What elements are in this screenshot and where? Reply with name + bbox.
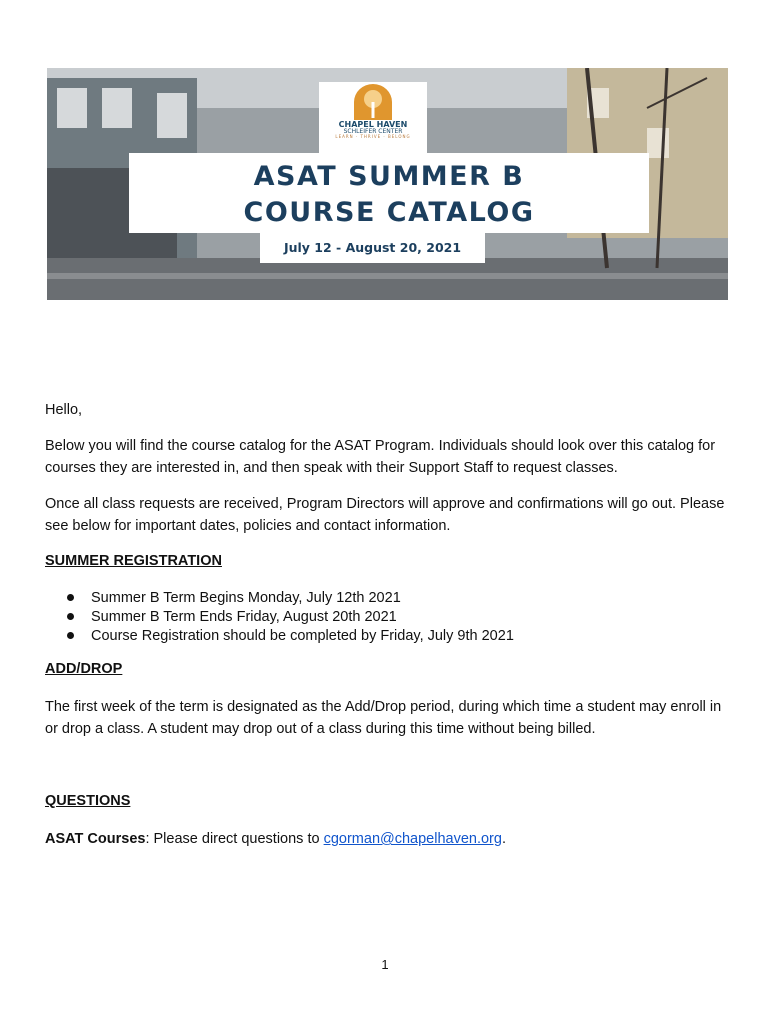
asat-courses-label: ASAT Courses — [45, 831, 146, 847]
banner-title-line1: ASAT SUMMER B — [253, 161, 525, 192]
add-drop-paragraph: The first week of the term is designated as the Add/Drop period, during which time a student may enroll in or drop a class. A student may drop out of a class during this time without being billed. — [45, 699, 722, 737]
questions-line: ASAT Courses: Please direct questions to cgorman@chapelhaven.org. — [45, 831, 506, 847]
header-banner — [47, 68, 728, 300]
email-link[interactable]: cgorman@chapelhaven.org — [323, 831, 502, 847]
add-drop-heading: ADD/DROP — [45, 661, 123, 677]
logo-name-line2: SCHLEIFER CENTER — [343, 128, 403, 135]
registration-list — [67, 589, 514, 646]
greeting: Hello, — [45, 402, 83, 418]
tree-logo-icon — [350, 84, 396, 120]
intro-paragraph: Below you will find the course catalog for the ASAT Program. Individuals should look over this catalog for courses they are interested in, and then speak with their Support Staff to request classes. — [45, 438, 716, 476]
approval-paragraph: Once all class requests are received, Program Directors will approve and confirmations will go out. Please see below for important dates, policies and contact information. — [45, 496, 725, 534]
bullet-icon — [67, 632, 74, 639]
list-item: Summer B Term Begins Monday, July 12th 2021 — [67, 589, 514, 608]
logo — [319, 82, 427, 156]
bullet-icon — [67, 613, 74, 620]
bullet-icon — [67, 594, 74, 601]
banner-title-card — [129, 153, 649, 233]
questions-heading: QUESTIONS — [45, 793, 131, 809]
banner-dates: July 12 - August 20, 2021 — [260, 233, 485, 263]
list-item: Summer B Term Ends Friday, August 20th 2021 — [67, 608, 514, 627]
page-number: 1 — [381, 957, 389, 972]
logo-tagline: LEARN · THRIVE · BELONG — [335, 134, 411, 139]
logo-name-line1: CHAPEL HAVEN — [338, 120, 408, 129]
banner-title-line2: COURSE CATALOG — [243, 197, 535, 228]
list-item: Course Registration should be completed by Friday, July 9th 2021 — [67, 627, 514, 646]
summer-registration-heading: SUMMER REGISTRATION — [45, 553, 222, 569]
